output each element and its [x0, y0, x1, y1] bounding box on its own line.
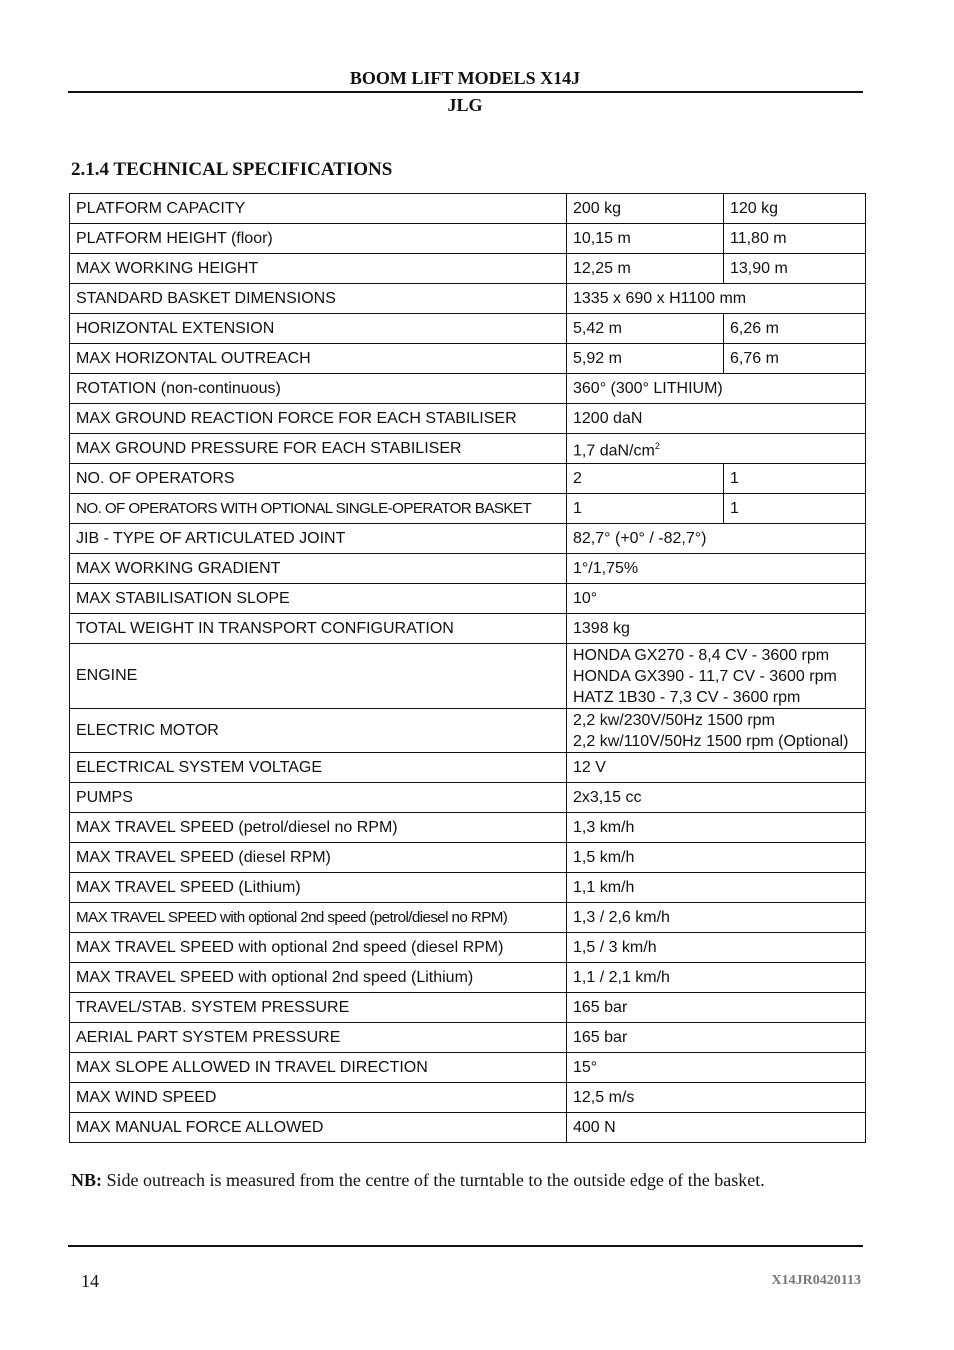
- spec-value-text: 1335 x 690 x H1100 mm: [573, 290, 747, 307]
- spec-value-text: 1,3 km/h: [573, 819, 635, 836]
- document-title: BOOM LIFT MODELS X14J: [349, 68, 581, 88]
- spec-label: ENGINE: [70, 644, 567, 709]
- spec-value-text: 1,7 daN/cm: [573, 442, 655, 460]
- spec-label: HORIZONTAL EXTENSION: [70, 314, 567, 344]
- spec-value: [567, 783, 866, 813]
- spec-value: [567, 284, 866, 314]
- spec-label: PLATFORM HEIGHT (floor): [70, 224, 567, 254]
- spec-value-text: 15°: [573, 1059, 598, 1076]
- spec-value: [567, 614, 866, 644]
- spec-value-1: 1: [567, 494, 724, 524]
- spec-value: [567, 1113, 866, 1143]
- spec-row: [70, 1053, 866, 1083]
- spec-row: [70, 314, 866, 344]
- spec-value: [567, 434, 866, 464]
- spec-row: [70, 903, 866, 933]
- spec-row: [70, 254, 866, 284]
- spec-row: [70, 524, 866, 554]
- spec-value-text: 400 N: [573, 1119, 616, 1136]
- spec-value-1: 5,42 m: [567, 314, 724, 344]
- spec-value: [567, 933, 866, 963]
- spec-row: [70, 194, 866, 224]
- spec-row: [70, 963, 866, 993]
- spec-row: [70, 1113, 866, 1143]
- spec-row: [70, 873, 866, 903]
- spec-value-1: 12,25 m: [567, 254, 724, 284]
- spec-label: MAX TRAVEL SPEED with optional 2nd speed (diesel RPM): [70, 933, 567, 963]
- spec-value-text: 12 V: [573, 759, 606, 776]
- spec-value-text: 1,3 / 2,6 km/h: [573, 909, 670, 926]
- spec-value-2: 11,80 m: [724, 224, 866, 254]
- spec-value-text: 1398 kg: [573, 620, 630, 637]
- spec-value-2: 6,26 m: [724, 314, 866, 344]
- spec-label: MAX HORIZONTAL OUTREACH: [70, 344, 567, 374]
- spec-value: [567, 753, 866, 783]
- spec-value-2: 1: [724, 464, 866, 494]
- spec-value: [567, 813, 866, 843]
- spec-row: [70, 783, 866, 813]
- note-paragraph: [71, 1169, 851, 1191]
- spec-row: [70, 614, 866, 644]
- spec-value-text: 82,7° (+0° / -82,7°): [573, 530, 707, 547]
- spec-value-text: 1,5 km/h: [573, 849, 635, 866]
- spec-row: [70, 813, 866, 843]
- spec-label: MAX MANUAL FORCE ALLOWED: [70, 1113, 567, 1143]
- spec-label: PLATFORM CAPACITY: [70, 194, 567, 224]
- spec-label: NO. OF OPERATORS: [70, 464, 567, 494]
- spec-value: [567, 584, 866, 614]
- spec-value-1: 200 kg: [567, 194, 724, 224]
- spec-label: NO. OF OPERATORS WITH OPTIONAL SINGLE-OPERATOR BASKET: [70, 494, 567, 524]
- spec-value: [567, 993, 866, 1023]
- spec-value: [567, 1023, 866, 1053]
- spec-value: [567, 1053, 866, 1083]
- spec-value-text: 2x3,15 cc: [573, 789, 642, 806]
- header-divider: [68, 91, 863, 93]
- spec-row: [70, 494, 866, 524]
- spec-label: MAX TRAVEL SPEED (petrol/diesel no RPM): [70, 813, 567, 843]
- spec-value-text: 1,1 km/h: [573, 879, 635, 896]
- brand-name: JLG: [447, 95, 483, 115]
- spec-label: ELECTRIC MOTOR: [70, 709, 567, 753]
- spec-row: [70, 344, 866, 374]
- spec-label: JIB - TYPE OF ARTICULATED JOINT: [70, 524, 567, 554]
- spec-value-text: 165 bar: [573, 999, 628, 1016]
- spec-value-text: 10°: [573, 590, 598, 607]
- spec-value: [567, 873, 866, 903]
- spec-value-text: 12,5 m/s: [573, 1089, 635, 1106]
- spec-value-text: 360° (300° LITHIUM): [573, 380, 723, 397]
- spec-value-text: 2,2 kw/230V/50Hz 1500 rpm 2,2 kw/110V/50Hz 1500 rpm (Optional): [573, 711, 849, 750]
- spec-value: [567, 374, 866, 404]
- spec-row: [70, 843, 866, 873]
- spec-value-1: 2: [567, 464, 724, 494]
- spec-value: [567, 903, 866, 933]
- note-prefix: NB:: [71, 1170, 102, 1190]
- spec-label: MAX TRAVEL SPEED (diesel RPM): [70, 843, 567, 873]
- spec-label: MAX GROUND REACTION FORCE FOR EACH STABILISER: [70, 404, 567, 434]
- spec-value-text: 165 bar: [573, 1029, 628, 1046]
- spec-label: MAX WORKING HEIGHT: [70, 254, 567, 284]
- spec-value-1: 10,15 m: [567, 224, 724, 254]
- spec-row: [70, 374, 866, 404]
- spec-value-text: HONDA GX270 - 8,4 CV - 3600 rpm HONDA GX390 - 11,7 CV - 3600 rpm HATZ 1B30 - 7,3 CV - 3600 rpm: [573, 646, 837, 706]
- spec-row: [70, 933, 866, 963]
- spec-row: [70, 1083, 866, 1113]
- spec-label: TRAVEL/STAB. SYSTEM PRESSURE: [70, 993, 567, 1023]
- note-text: Side outreach is measured from the centre of the turntable to the outside edge of the basket.: [102, 1170, 765, 1190]
- spec-label: MAX TRAVEL SPEED with optional 2nd speed (petrol/diesel no RPM): [70, 903, 567, 933]
- spec-value-2: 1: [724, 494, 866, 524]
- spec-value-2: 120 kg: [724, 194, 866, 224]
- spec-value: [567, 554, 866, 584]
- spec-label: PUMPS: [70, 783, 567, 813]
- spec-value: [567, 709, 866, 753]
- spec-label: MAX TRAVEL SPEED (Lithium): [70, 873, 567, 903]
- spec-table-body: [70, 194, 866, 1143]
- spec-row: [70, 584, 866, 614]
- spec-table: [69, 193, 866, 1143]
- spec-label: MAX TRAVEL SPEED with optional 2nd speed (Lithium): [70, 963, 567, 993]
- spec-row: [70, 464, 866, 494]
- spec-row: [70, 434, 866, 464]
- spec-value-2: 13,90 m: [724, 254, 866, 284]
- spec-row: [70, 993, 866, 1023]
- spec-label: MAX STABILISATION SLOPE: [70, 584, 567, 614]
- spec-value-text: 1,1 / 2,1 km/h: [573, 969, 670, 986]
- spec-row: [70, 554, 866, 584]
- spec-value: [567, 644, 866, 709]
- footer-divider: [68, 1245, 863, 1247]
- spec-label: AERIAL PART SYSTEM PRESSURE: [70, 1023, 567, 1053]
- spec-value-2: 6,76 m: [724, 344, 866, 374]
- spec-row: [70, 753, 866, 783]
- spec-value-text: 1200 daN: [573, 410, 643, 427]
- spec-value: [567, 524, 866, 554]
- spec-row: [70, 404, 866, 434]
- spec-value-superscript: 2: [654, 440, 660, 451]
- spec-label: MAX SLOPE ALLOWED IN TRAVEL DIRECTION: [70, 1053, 567, 1083]
- page-number: 14: [81, 1271, 99, 1291]
- spec-value-text: 1,5 / 3 km/h: [573, 939, 657, 956]
- spec-label: MAX WORKING GRADIENT: [70, 554, 567, 584]
- spec-row: [70, 709, 866, 753]
- spec-label: TOTAL WEIGHT IN TRANSPORT CONFIGURATION: [70, 614, 567, 644]
- document-code: X14JR0420113: [771, 1273, 861, 1288]
- spec-value: [567, 843, 866, 873]
- spec-label: MAX GROUND PRESSURE FOR EACH STABILISER: [70, 434, 567, 464]
- spec-row: [70, 224, 866, 254]
- spec-row: [70, 644, 866, 709]
- spec-value: [567, 963, 866, 993]
- section-title: 2.1.4 TECHNICAL SPECIFICATIONS: [71, 159, 393, 180]
- spec-value: [567, 1083, 866, 1113]
- spec-label: MAX WIND SPEED: [70, 1083, 567, 1113]
- spec-label: STANDARD BASKET DIMENSIONS: [70, 284, 567, 314]
- spec-row: [70, 284, 866, 314]
- spec-value-1: 5,92 m: [567, 344, 724, 374]
- spec-row: [70, 1023, 866, 1053]
- spec-value-text: 1°/1,75%: [573, 560, 639, 577]
- spec-label: ELECTRICAL SYSTEM VOLTAGE: [70, 753, 567, 783]
- spec-value: [567, 404, 866, 434]
- spec-label: ROTATION (non-continuous): [70, 374, 567, 404]
